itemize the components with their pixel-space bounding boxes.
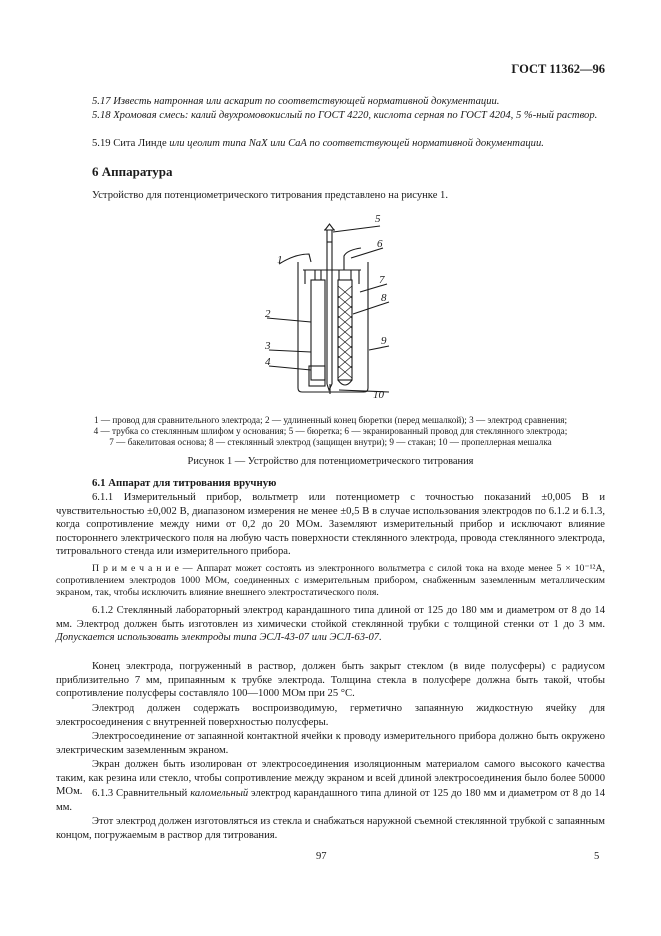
section-6-1-title: 6.1 Аппарат для титрования вручную xyxy=(92,477,277,489)
paragraph-italic: Допускается использовать электроды типа ЭСЛ-43-07 или ЭСЛ-63-07. xyxy=(56,632,382,644)
figure-legend-line-1: 1 — провод для сравнительного электрода; 2 — удлиненный конец бюретки (перед мешалкой); 3 — электрод сравнения; xyxy=(93,415,568,425)
note-paragraph: П р и м е ч а н и е — Аппарат может состоять из электронного вольтметра с силой тока на входе менее 5 × 10⁻¹²А, сопротивлением электродов 1000 МОм, соединенных с измерительным прибором, снабженным заземленным металлическим экраном, так, чтобы исключить влияние внешнего электростатического поля. xyxy=(56,563,605,598)
glass-electrode xyxy=(338,280,352,380)
section-6-title: 6 Аппаратура xyxy=(92,164,173,179)
document-header: ГОСТ 11362—96 xyxy=(511,62,605,76)
paragraph-reference-tube: Этот электрод должен изготовляться из стекла и снабжаться наружной съемной стеклянной трубкой с запаянным концом, погружаемым в раствор для титрования. xyxy=(56,816,605,841)
figure-caption: Рисунок 1 — Устройство для потенциометрического титрования xyxy=(187,456,474,467)
figure-legend-line-3: 7 — бакелитовая основа; 8 — стеклянный электрод (защищен внутри); 9 — стакан; 10 — пропеллерная мешалка xyxy=(109,437,552,447)
figure-legend-line-2: 4 — трубка со стеклянным шлифом у основания; 5 — бюретка; 6 — экранированный провод для стеклянного электрода; xyxy=(93,426,568,436)
item-5-17 xyxy=(56,95,605,109)
glass-electrode-bulb xyxy=(338,380,352,385)
shielded-wire xyxy=(344,248,361,270)
item-text: Хромовая смесь: калий двухромовокислый по ГОСТ 4220, кислота серная по ГОСТ 4204, 5 %-ный раствор. xyxy=(113,110,598,121)
fig-label-6: 6 xyxy=(377,238,383,250)
page-number-center: 97 xyxy=(316,851,327,862)
paragraph-text: 6.1.2 Стеклянный лабораторный электрод карандашного типа длиной от 125 до 180 мм и диаметром от 8 до 14 мм. Электрод должен быть изготовлен из химически стойкой стеклянной трубки с толщиной стенки от 1 до 3 мм. xyxy=(56,605,605,630)
fig-label-3: 3 xyxy=(265,340,271,352)
titration-apparatus-figure xyxy=(265,210,395,400)
fig-label-2: 2 xyxy=(265,308,271,320)
item-number: 5.17 xyxy=(92,96,114,107)
item-number: 5.18 xyxy=(92,110,114,121)
fig-label-8: 8 xyxy=(381,292,387,304)
paragraph-liquid-cell: Электрод должен содержать воспроизводимую, герметично запаянную жидкостную ячейку для электросоединения с внутренней поверхностью полусферы. xyxy=(56,703,605,728)
reference-wire xyxy=(279,254,311,264)
fig-label-10: 10 xyxy=(373,389,384,400)
reference-electrode xyxy=(311,280,325,380)
item-5-18 xyxy=(56,109,605,123)
fig-label-7: 7 xyxy=(379,274,385,286)
fig-label-5: 5 xyxy=(375,213,381,225)
paragraph-6-1-3 xyxy=(56,787,605,814)
item-text: Известь натронная или аскарит по соответствующей нормативной документации. xyxy=(113,96,500,107)
paragraph-electrode-end: Конец электрода, погруженный в раствор, должен быть закрыт стеклом (в виде полусферы) с радиусом приблизительно 7 мм, припаянным к трубке электрода. Толщина стекла в полусфере должна быть такой, чтобы сопротивление полусферы составляло 100—1000 МОм при 25 °С. xyxy=(56,661,605,700)
fig-label-9: 9 xyxy=(381,335,387,347)
paragraph-insulation: Экран должен быть изолирован от электросоединения изоляционным материалом самого высокого качества таким, как резина или стекло, чтобы сопротивление между экраном и всей длиной электросоединения было более 50000 МОм. xyxy=(56,759,605,798)
paragraph-6-1-1: 6.1.1 Измерительный прибор, вольтметр или потенциометр с точностью показаний ±0,005 В и чувствительностью ±0,002 В, диапазоном измерения не менее ±0,5 В в случае использования электродов по 6.1.2 и 6.1.3, когда сопротивление между ними от 0,2 до 20 МОм. Заземляют измерительный прибор и исключают влияние постороннего электрического поля на любую часть поверхности стеклянного электрода, провода стеклянного электрода, титровального стенда или измерительного прибора. xyxy=(56,492,605,558)
item-text: или цеолит типа NaX или CaA по соответствующей нормативной документации. xyxy=(169,138,544,149)
paragraph-6-1-2 xyxy=(56,604,605,645)
paragraph-text: 6.1.3 Сравнительный xyxy=(92,788,191,799)
paragraph-shield: Электросоединение от запаянной контактной ячейки к проводу измерительного прибора должно быть окружено электрическим заземленным экраном. xyxy=(56,731,605,756)
item-5-19 xyxy=(56,137,605,151)
fig-label-4: 4 xyxy=(265,356,271,368)
section-6-intro: Устройство для потенциометрического титрования представлено на рисунке 1. xyxy=(92,190,448,201)
paragraph-text: электрод карандашного типа длиной от 125 до 180 мм и диаметром от 8 до 14 мм. xyxy=(56,788,606,813)
fig-label-1: 1 xyxy=(277,254,283,266)
item-number: 5.19 Сита Линде xyxy=(92,138,170,149)
page-number-right: 5 xyxy=(594,851,600,862)
burette xyxy=(327,230,332,384)
paragraph-italic: каломельный xyxy=(190,788,249,799)
